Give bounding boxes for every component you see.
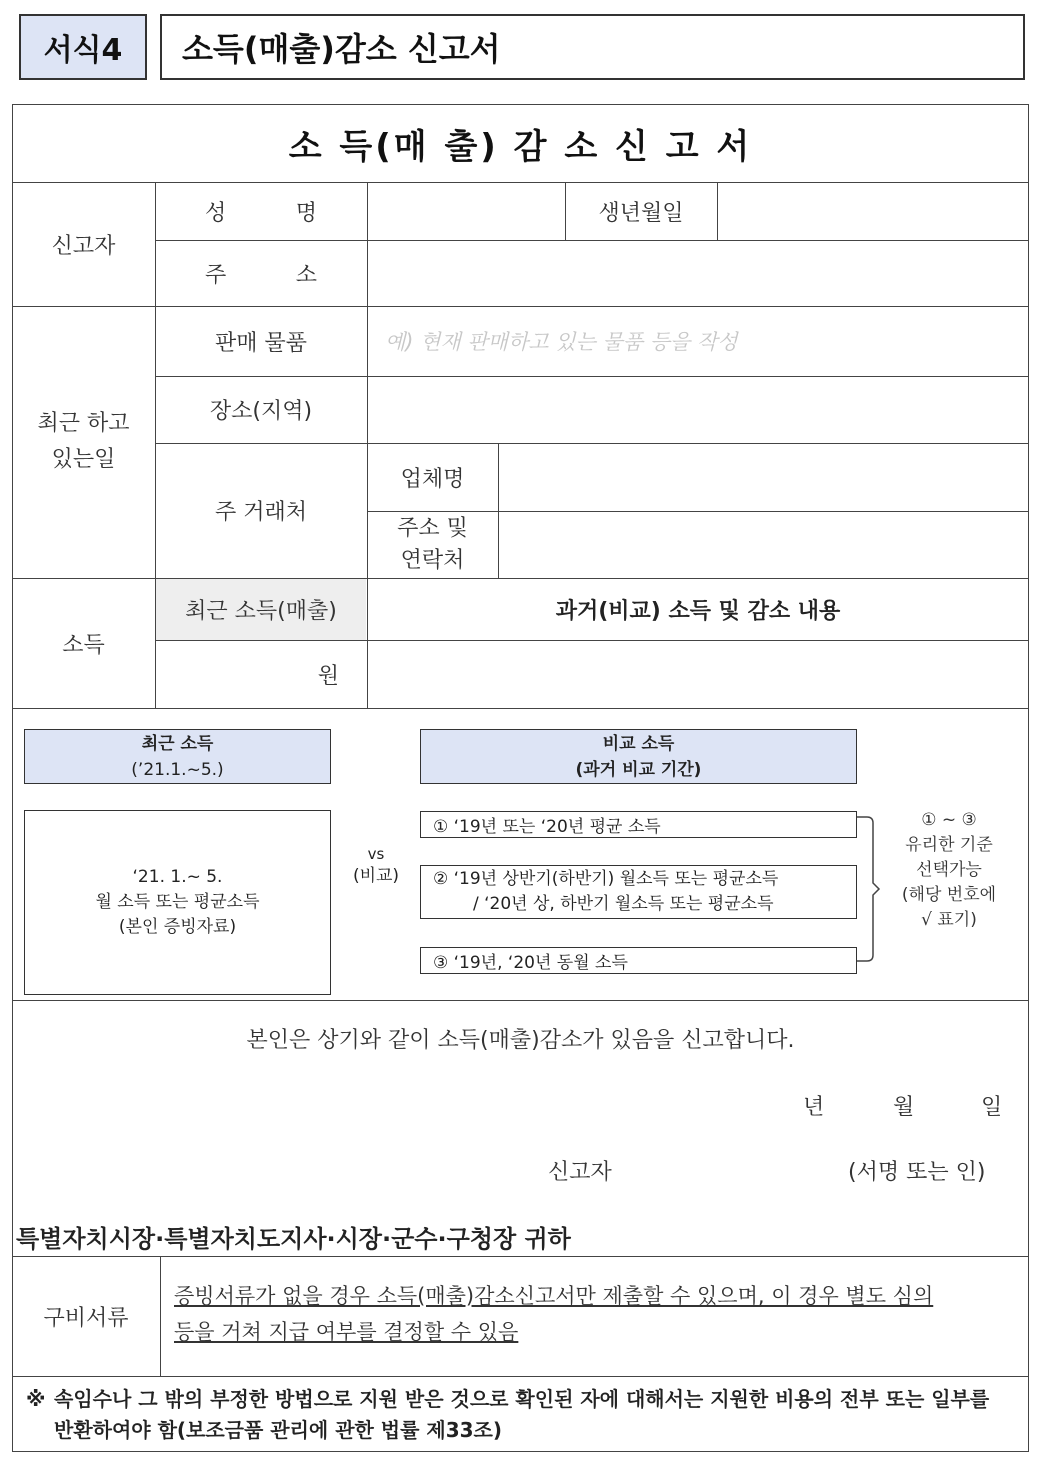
date-month-label: 월 — [893, 1095, 915, 1120]
partner-label: 주 거래처 — [214, 500, 307, 525]
documents-text: 증빙서류가 없을 경우 소득(매출)감소신고서만 제출할 수 있으며, 이 경우 별도 심의 등을 거쳐 지급 여부를 결정할 수 있음 — [174, 1284, 934, 1344]
form-title-box — [160, 14, 1025, 80]
contact-label: 주소 및 연락처 — [397, 515, 468, 573]
compare-option-3[interactable]: ③ ‘19년, ‘20년 동월 소득 — [420, 947, 857, 974]
warning-mark: ※ — [26, 1387, 46, 1411]
form-number-box — [19, 14, 147, 80]
form-number: 서식4 — [43, 33, 123, 68]
birth-date-label: 생년월일 — [598, 200, 684, 226]
form-title: 소득(매출)감소 신고서 — [182, 30, 501, 68]
document-title: 소 득(매 출) 감 소 신 고 서 — [288, 126, 753, 167]
company-field[interactable] — [498, 443, 1029, 511]
signature-field-label[interactable]: (서명 또는 인) — [848, 1160, 986, 1185]
reporter-section-label: 신고자 — [51, 233, 116, 259]
currency-unit: 원 — [317, 663, 339, 689]
compare-option-2[interactable]: ② ‘19년 상반기(하반기) 월소득 또는 평균소득 / ‘20년 상, 하반기 월소득 또는 평균소득 — [420, 865, 857, 919]
date-year-label: 년 — [803, 1095, 825, 1120]
vs-label: vs (비교) — [352, 845, 400, 886]
name-label: 성 명 — [205, 200, 317, 226]
name-field[interactable] — [367, 182, 565, 240]
past-income-field[interactable] — [367, 640, 1029, 708]
compare-income-header: 비교 소득 (과거 비교 기간) — [420, 729, 857, 784]
options-selection-note: ① ~ ③ 유리한 기준 선택가능 (해당 번호에 √ 표기) — [901, 809, 997, 930]
recent-income-header: 최근 소득 (’21.1.~5.) — [24, 729, 331, 784]
addressee: 특별자치시장·특별자치도지사·시장·군수·구청장 귀하 — [16, 1224, 571, 1253]
recent-income-detail-box: ‘21. 1.~ 5. 월 소득 또는 평균소득 (본인 증빙자료) — [24, 810, 331, 995]
birth-date-field[interactable] — [717, 182, 1029, 240]
income-section-label: 소득 — [62, 632, 105, 658]
signature-reporter-label: 신고자 — [548, 1160, 612, 1185]
options-bracket — [855, 815, 891, 965]
recent-income-label: 최근 소득(매출) — [156, 579, 366, 640]
warning-note: ※ 속임수나 그 밖의 부정한 방법으로 지원 받은 것으로 확인된 자에 대해서는 지원한 비용의 전부 또는 일부를 반환하여야 함(보조금품 관리에 관한 법률 제33조) — [26, 1384, 1026, 1446]
date-day-label: 일 — [981, 1095, 1003, 1120]
address-label: 주 소 — [205, 262, 317, 288]
place-field[interactable] — [367, 376, 1029, 443]
company-label: 업체명 — [400, 466, 465, 492]
documents-label: 구비서류 — [43, 1305, 129, 1331]
declaration-statement: 본인은 상기와 같이 소득(매출)감소가 있음을 신고합니다. — [246, 1027, 795, 1053]
product-field[interactable] — [367, 306, 1029, 376]
address-field[interactable] — [367, 240, 1029, 306]
product-placeholder: 예) 현재 판매하고 있는 물품 등을 작성 — [385, 330, 738, 354]
product-label: 판매 물품 — [214, 330, 307, 356]
place-label: 장소(지역) — [209, 399, 313, 424]
past-income-label: 과거(비교) 소득 및 감소 내용 — [555, 598, 841, 624]
recent-income-field[interactable] — [155, 640, 367, 708]
contact-field[interactable] — [498, 511, 1029, 578]
recent-work-section-label: 최근 하고 있는일 — [37, 411, 130, 472]
compare-option-1[interactable]: ① ‘19년 또는 ‘20년 평균 소득 — [420, 811, 857, 838]
